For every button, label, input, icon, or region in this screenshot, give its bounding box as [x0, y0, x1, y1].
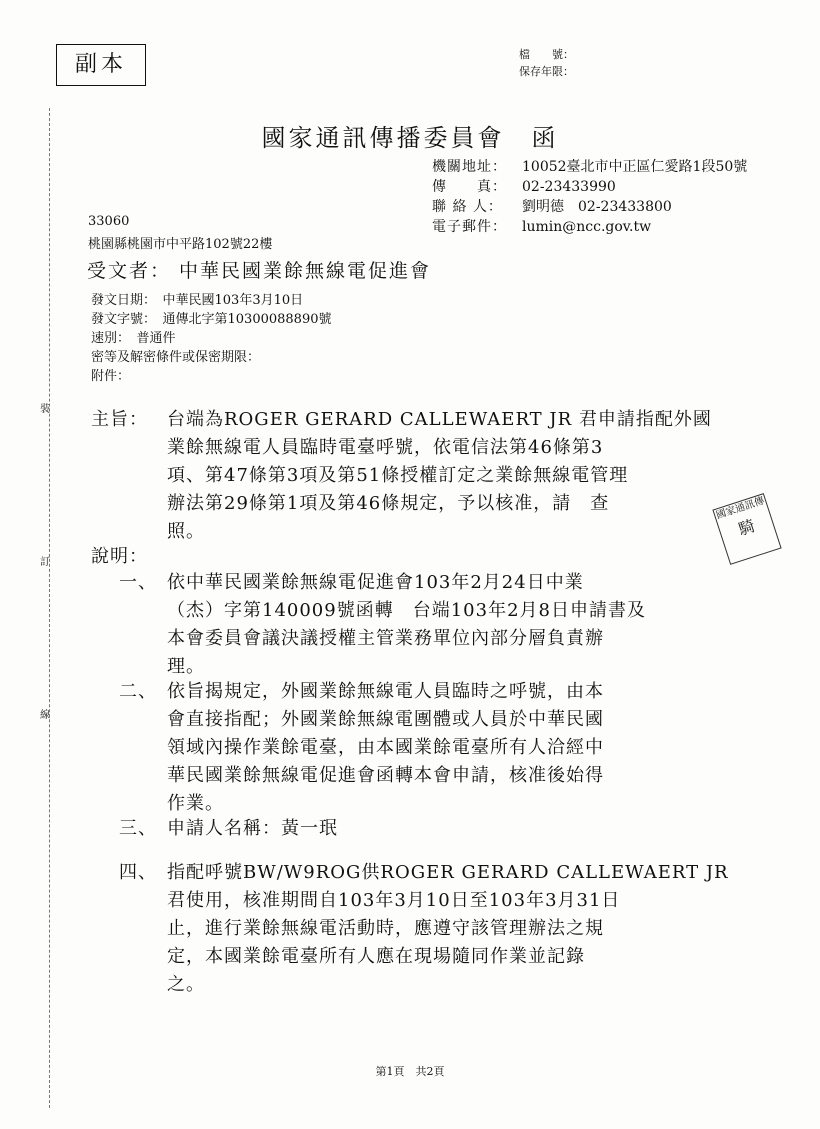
subject-line: 照。	[167, 521, 205, 542]
contact-person-label: 聯 絡 人：	[432, 199, 503, 215]
item-line: 領域內操作業餘電臺，由本國業餘電臺所有人洽經中	[167, 737, 604, 758]
contact-block	[432, 157, 747, 237]
recipient-line	[87, 256, 431, 283]
contact-person: 劉明德 02-23433800	[522, 199, 672, 215]
attachments: 附件：	[91, 369, 131, 384]
meta-block	[91, 291, 331, 386]
binding-line	[49, 108, 50, 1108]
email-label: 電子郵件：	[432, 219, 507, 235]
receipt-stamp-line: 國家通訊傳	[714, 495, 766, 522]
recipient-address: 桃園縣桃園市中平路102號22樓	[88, 237, 273, 252]
document-title: 國家通訊傳播委員會 函	[261, 124, 559, 152]
item-line: 申請人名稱：黃一珉	[167, 818, 338, 839]
item-line: 指配呼號BW/W9ROG供ROGER GERARD CALLEWAERT JR	[167, 862, 729, 883]
item-line: 定，本國業餘電臺所有人應在現場隨同作業並記錄	[167, 946, 585, 967]
subject-line: 辦法第29條第1項及第46條規定，予以核准，請 查	[167, 493, 610, 514]
explanation-item-3	[167, 815, 338, 843]
fax-label: 傳 真：	[432, 179, 507, 195]
recipient-name: 中華民國業餘無線電促進會	[179, 260, 432, 282]
fax-number: 02-23433990	[522, 179, 616, 195]
item-number-1: 一、	[119, 572, 157, 593]
recipient-label: 受文者：	[87, 260, 172, 282]
item-number-2: 二、	[119, 681, 157, 702]
receipt-stamp	[712, 493, 781, 565]
secrecy-level: 密等及解密條件或保密期限：	[91, 350, 261, 365]
subject-line: 業餘無線電人員臨時電臺呼號，依電信法第46條第3	[167, 437, 604, 458]
address-label: 機關地址：	[432, 159, 507, 175]
agency-address: 10052臺北市中正區仁愛路1段50號	[522, 159, 748, 175]
item-line: 君使用，核准期間自103年3月10日至103年3月31日	[167, 890, 621, 911]
item-line: 理。	[167, 656, 205, 677]
subject-label: 主旨：	[91, 409, 148, 430]
issue-date: 發文日期： 中華民國103年3月10日	[91, 293, 304, 308]
page-footer: 第1頁 共2頁	[375, 1065, 445, 1078]
item-line: 依旨揭規定，外國業餘無線電人員臨時之呼號，由本	[167, 681, 604, 702]
copy-label: 副本	[56, 44, 146, 86]
item-line: 會直接指配；外國業餘無線電團體或人員於中華民國	[167, 709, 604, 730]
subject-body	[167, 406, 712, 546]
subject-line: 項、第47條第3項及第51條授權訂定之業餘無線電管理	[167, 465, 629, 486]
explanation-label: 說明：	[91, 546, 148, 567]
item-line: 華民國業餘無線電促進會函轉本會申請，核准後始得	[167, 765, 604, 786]
retention-period: 保存年限：	[519, 65, 574, 78]
subject-line: 台端為ROGER GERARD CALLEWAERT JR 君申請指配外國	[167, 409, 712, 430]
speed-class: 速別： 普通件	[91, 331, 176, 346]
explanation-item-2	[167, 678, 604, 818]
item-line: 之。	[167, 974, 205, 995]
explanation-item-4	[167, 859, 729, 999]
item-line: 本會委員會議決議授權主管業務單位內部分層負責辦	[167, 628, 604, 649]
receipt-stamp-mark: 騎	[735, 516, 758, 540]
binding-mark-middle: 訂	[40, 557, 50, 568]
item-number-3: 三、	[119, 818, 157, 839]
item-line: 作業。	[167, 793, 224, 814]
item-number-4: 四、	[119, 862, 157, 883]
record-block	[519, 46, 574, 80]
email-address: lumin@ncc.gov.tw	[522, 219, 652, 235]
file-number: 檔 號：	[519, 48, 574, 61]
document-number: 發文字號： 通傳北字第10300088890號	[91, 312, 332, 327]
item-line: 依中華民國業餘無線電促進會103年2月24日中業	[167, 572, 584, 593]
binding-mark-top: 裝	[40, 404, 50, 415]
recipient-postcode: 33060	[88, 214, 130, 229]
explanation-item-1	[167, 569, 646, 681]
binding-mark-bottom: 線	[40, 710, 50, 721]
item-line: 止，進行業餘無線電活動時，應遵守該管理辦法之規	[167, 918, 604, 939]
item-line: （杰）字第140009號函轉 台端103年2月8日申請書及	[167, 600, 646, 621]
